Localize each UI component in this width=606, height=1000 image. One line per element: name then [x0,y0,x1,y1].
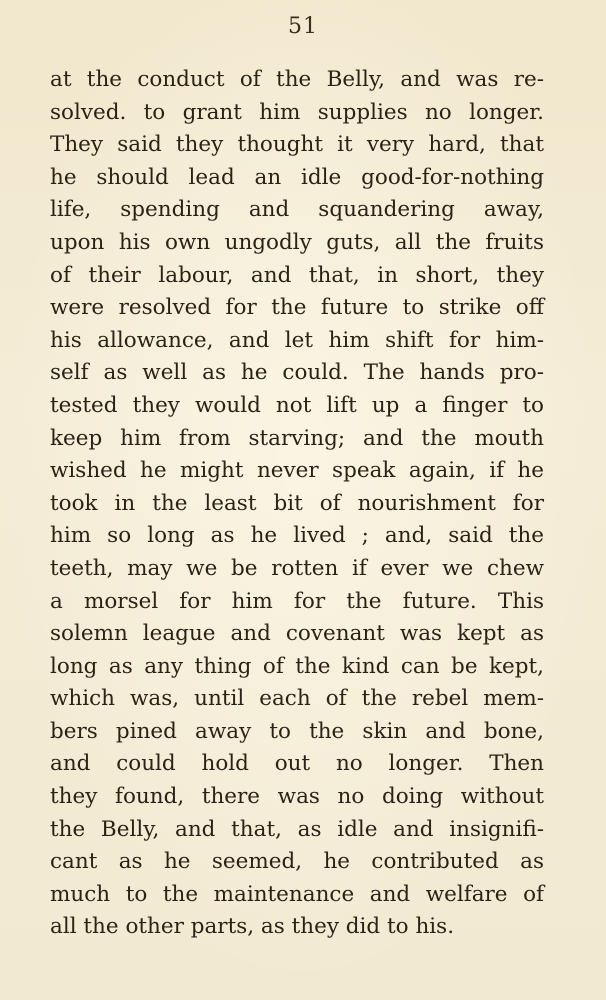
page-number: 51 [288,14,318,39]
text-line: They said they thought it very hard, that [50,132,544,158]
text-line: all the other parts, as they did to his. [50,914,455,940]
text-line: at the conduct of the Belly, and was re- [50,67,544,92]
text-line: much to the maintenance and welfare of [50,881,544,907]
text-line: cant as he seemed, he contributed as [50,849,544,875]
body-text [50,64,544,944]
text-line: the Belly, and that, as idle and insignifi- [50,816,544,842]
text-line: keep him from starving; and the mouth [50,425,544,451]
text-line: wished he might never speak again, if he [50,458,544,484]
text-line: life, spending and squandering away, [50,197,544,223]
text-line: tested they would not lift up a finger to [50,392,544,418]
text-line: upon his own ungodly guts, all the fruits [50,229,544,255]
text-line: which was, until each of the rebel mem- [50,686,544,712]
text-line: they found, there was no doing without [50,784,544,810]
text-line: of their labour, and that, in short, they [50,262,544,288]
text-line: solved. to grant him supplies no longer. [50,99,544,125]
text-line: him so long as he lived ; and, said the [50,523,544,549]
text-line: he should lead an idle good-for-nothing [50,164,544,190]
text-line: were resolved for the future to strike off [50,295,544,321]
text-line: a morsel for him for the future. This [50,588,544,614]
text-line: bers pined away to the skin and bone, [50,718,544,744]
text-line: and could hold out no longer. Then [50,751,544,777]
text-line: solemn league and covenant was kept as [50,621,544,647]
text-line: long as any thing of the kind can be kept, [50,653,544,679]
text-line: teeth, may we be rotten if ever we chew [50,555,544,581]
text-line: took in the least bit of nourishment for [50,490,544,516]
text-line: self as well as he could. The hands pro- [50,360,544,386]
text-line: his allowance, and let him shift for him- [50,327,544,353]
